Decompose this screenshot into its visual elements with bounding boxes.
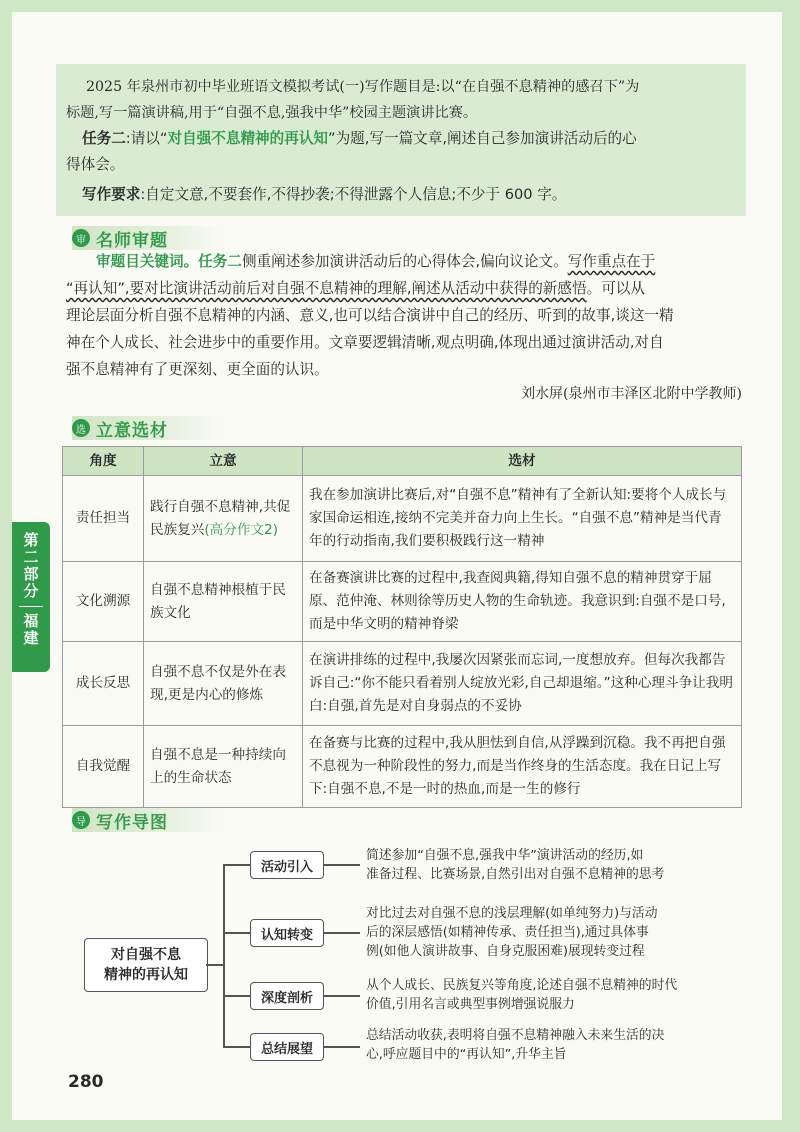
task-line-1: 2025 年泉州市初中毕业班语文模拟考试(一)写作题目是:以“在自强不息精神的感召下”为 (86, 79, 640, 95)
mindmap-desc (366, 976, 738, 1014)
mindmap-node: 认知转变 (250, 919, 324, 947)
ideas-table (62, 446, 742, 808)
review-line-2 (66, 275, 752, 302)
row-angle: 成长反思 (63, 642, 144, 726)
side-part: 第二部分 (21, 532, 40, 600)
task2-label: 任务二 (82, 130, 126, 147)
task2-post: ”为题,写一篇文章,阐述自己参加演讲活动后的心 (328, 130, 637, 147)
desc-line: 对比过去对自强不息的浅层理解(如单纯努力)与活动 (366, 906, 658, 921)
mindmap-center (84, 938, 208, 992)
mindmap-title: 写作导图 (96, 812, 168, 833)
review-heading (72, 226, 224, 250)
table-row (63, 476, 742, 562)
row-idea: 自强不息是一种持续向上的生命状态 (144, 726, 303, 808)
connector (223, 932, 250, 934)
desc-line: 准备过程、比赛场景,自然引出对自强不息精神的思考 (366, 867, 665, 882)
req-text: :自定文意,不要套作,不得抄袭;不得泄露个人信息;不少于 600 字。 (140, 186, 567, 203)
table-header-row (63, 447, 742, 476)
side-tab (12, 522, 50, 672)
mindmap-desc (366, 846, 738, 884)
review-line-3: 理论层面分析自强不息精神的内涵、意义,也可以结合演讲中自己的经历、听到的故事,谈这一精 (66, 307, 674, 324)
connector (223, 995, 250, 997)
review-p1-ul: 写作重点在于 (567, 253, 656, 270)
task-box (56, 64, 746, 216)
task-line-2: 标题,写一篇演讲稿,用于“自强不息,强我中华”校园主题演讲比赛。 (66, 105, 478, 121)
ideas-heading (72, 416, 224, 440)
mindmap-node: 活动引入 (250, 851, 324, 879)
ideas-title: 立意选材 (96, 420, 168, 441)
row-idea-note: (高分作文2) (204, 521, 279, 538)
connector (324, 995, 360, 997)
mindmap-desc (366, 904, 738, 961)
req-label: 写作要求 (82, 186, 141, 203)
connector (223, 1046, 250, 1048)
review-line-1 (66, 248, 752, 275)
header-idea: 立意 (144, 447, 303, 476)
task2-line (82, 126, 637, 152)
desc-line: 例(如他人演讲故事、自身克服困难)展现转变过程 (366, 944, 645, 959)
row-material: 我在参加演讲比赛后,对“自强不息”精神有了全新认知:要将个人成长与家国命运相连,接纳不完美并奋力向上生长。“自强不息”精神是当代青年的行动指南,我们要积极践行这一精神 (303, 476, 742, 562)
mindmap-icon: 导 (72, 811, 90, 829)
row-idea: 自强不息不仅是外在表现,更是内心的修炼 (144, 642, 303, 726)
requirements (82, 182, 566, 208)
desc-line: 后的深层感悟(如精神传承、责任担当),通过具体事 (366, 925, 649, 940)
row-idea: 自强不息精神根植于民族文化 (144, 562, 303, 642)
row-material: 在演讲排练的过程中,我屡次因紧张而忘词,一度想放弃。但每次我都告诉自己:“你不能只看着别人绽放光彩,自己却退缩。”这种心理斗争让我明白:自强,首先是对自身弱点的不妥协 (303, 642, 742, 726)
review-p2: 。可以从 (586, 280, 645, 297)
center-line-1: 对自强不息 (111, 947, 181, 963)
table-row (63, 562, 742, 642)
mindmap-node: 深度剖析 (250, 982, 324, 1010)
review-line-4: 神在个人成长、社会进步中的重要作用。文章要逻辑清晰,观点明确,体现出通过演讲活动,对自 (66, 334, 664, 351)
row-angle: 责任担当 (63, 476, 144, 562)
connector (324, 1046, 360, 1048)
row-material: 在备赛与比赛的过程中,我从胆怯到自信,从浮躁到沉稳。我不再把自强不息视为一种阶段性的努力,而是当作终身的生活态度。我在日记上写下:自强不息,不是一时的热血,而是一生的修行 (303, 726, 742, 808)
mindmap-node: 总结展望 (250, 1033, 324, 1061)
row-material: 在备赛演讲比赛的过程中,我查阅典籍,得知自强不息的精神贯穿于屈原、范仲淹、林则徐等历史人物的生命轨迹。我意识到:自强不是口号,而是中华文明的精神脊梁 (303, 562, 742, 642)
page-number: 280 (68, 1072, 104, 1092)
desc-line: 简述参加“自强不息,强我中华”演讲活动的经历,如 (366, 848, 644, 863)
connector (324, 932, 360, 934)
connector (324, 864, 360, 866)
side-divider (19, 606, 43, 607)
task2-line-2: 得体会。 (66, 156, 125, 173)
mindmap-heading (72, 808, 224, 832)
row-angle: 自我觉醒 (63, 726, 144, 808)
table-row (63, 642, 742, 726)
review-icon: 审 (72, 229, 90, 247)
row-idea-text: 践行自强不息精神,共促民族复兴 (150, 498, 291, 538)
review-title: 名师审题 (96, 230, 168, 251)
desc-line: 总结活动收获,表明将自强不息精神融入未来生活的决 (366, 1028, 665, 1043)
connector (206, 964, 224, 966)
ideas-icon: 选 (72, 419, 90, 437)
desc-line: 从个人成长、民族复兴等角度,论述自强不息精神的时代 (366, 978, 678, 993)
desc-line: 心,呼应题目中的“再认知”,升华主旨 (366, 1047, 567, 1062)
task2-topic: 对自强不息精神的再认知 (167, 130, 329, 147)
review-line-5: 强不息精神有了更深刻、更全面的认识。 (66, 361, 329, 378)
desc-line: 价值,引用名言或典型事例增强说服力 (366, 997, 575, 1012)
row-angle: 文化溯源 (63, 562, 144, 642)
header-angle: 角度 (63, 447, 144, 476)
connector (223, 864, 250, 866)
review-kw-label: 审题目关键词。任务二 (96, 253, 242, 270)
table-row (63, 726, 742, 808)
review-author: 刘水屏(泉州市丰泽区北附中学教师) (521, 386, 742, 402)
row-idea (144, 476, 303, 562)
center-line-2: 精神的再认知 (104, 967, 188, 983)
side-region: 福建 (21, 613, 40, 647)
connector (223, 864, 225, 1047)
review-body (66, 248, 752, 383)
header-material: 选材 (303, 447, 742, 476)
review-p2-ul: “再认知”,要对比演讲活动前后对自强不息精神的理解,阐述从活动中获得的新感悟 (66, 280, 587, 297)
mindmap-desc (366, 1026, 738, 1064)
review-p1: 侧重阐述参加演讲活动后的心得体会,偏向议论文。 (241, 253, 568, 270)
task2-pre: :请以“ (125, 130, 168, 147)
